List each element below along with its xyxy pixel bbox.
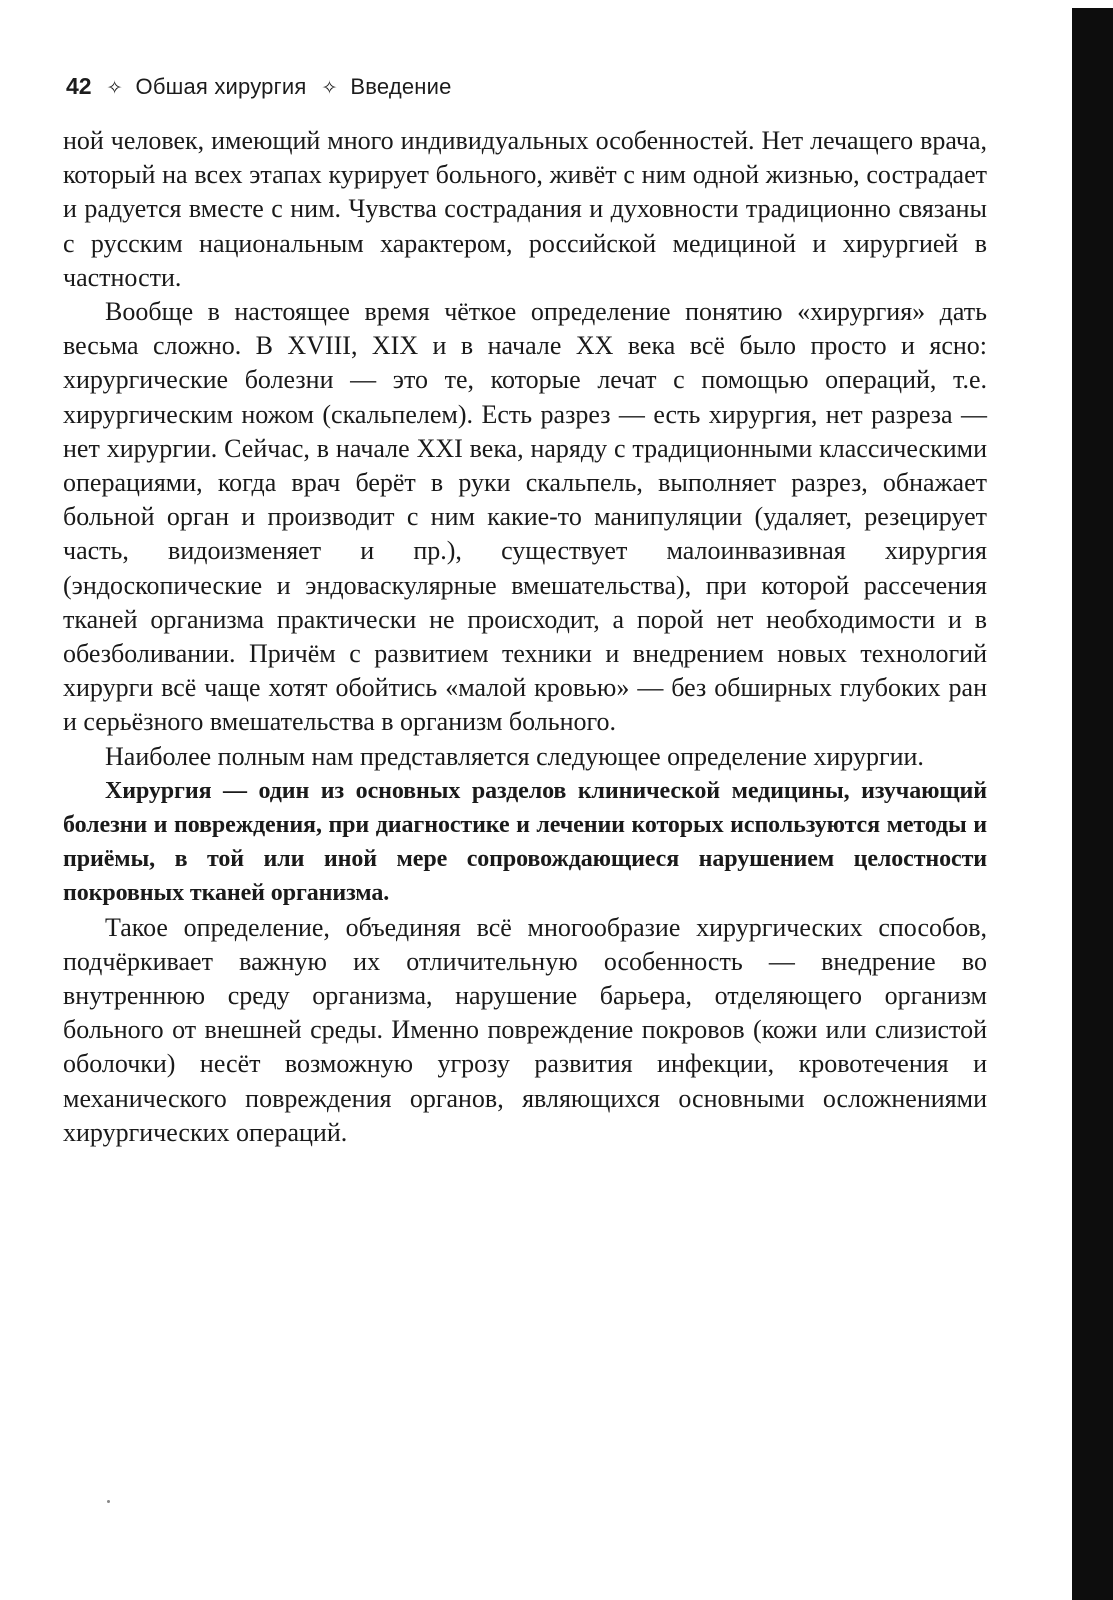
surgery-definition: Хирургия — один из основных разделов клинической медицины, изучающий болезни и повреждения, при диагностике и лечении которых используются методы и приёмы, в той или иной мере сопровождающиеся нарушением целостности покровных тканей организма. [63,777,987,907]
running-header [66,68,966,104]
chapter-title: Введение [350,74,452,99]
book-title: Обшая хирургия [135,74,307,99]
text-body [63,124,987,1150]
scan-edge-shadow [1072,8,1113,1600]
scan-speck [107,1500,110,1503]
page-number: 42 [66,73,92,99]
paragraph-definition-difficulty: Вообще в настоящее время чёткое определение понятию «хирургия» дать весьма сложно. В XVIII, XIX и в начале XX века всё было просто и ясно: хирургические болезни — это те, которые лечат с помощью операций, т.е. хирургическим ножом (скальпелем). Есть разрез — есть хирургия, нет разреза — нет хирургии. Сейчас, в начале XXI века, наряду с традиционными классическими операциями, когда врач берёт в руки скальпель, выполняет разрез, обнажает больной орган и производит с ним какие-то манипуляции (удаляет, резецирует часть, видоизменяет и пр.), существует малоинвазивная хирургия (эндоскопические и эндоваскулярные вмешательства), при которой рассечения тканей организма практически не происходит, а порой нет необходимости и в обезболивании. Причём с развитием техники и внедрением новых технологий хирурги всё чаще хотят обойтись «малой кровью» — без обширных глубоких ран и серьёзного вмешательства в организм больного. [63,297,987,737]
diamond-separator-icon: ✧ [106,78,123,99]
diamond-separator-icon: ✧ [321,78,338,99]
paragraph-continuation: ной человек, имеющий много индивидуальных особенностей. Нет лечащего врача, который на всех этапах курирует больного, живёт с ним одной жизнью, сострадает и радуется вместе с ним. Чувства сострадания и духовности традиционно связаны с русским национальным характером, российской медициной и хирургией в частности. [63,126,987,292]
paragraph-intro-to-definition: Наиболее полным нам представляется следующее определение хирургии. [105,741,924,771]
paragraph-definition-explained: Такое определение, объединяя всё многообразие хирургических способов, подчёркивает важную их отличительную особенность — внедрение во внутреннюю среду организма, нарушение барьера, отделяющего организм больного от внешней среды. Именно повреждение покровов (кожи или слизистой оболочки) несёт возможную угрозу развития инфекции, кровотечения и механического повреждения органов, являющихся основными осложнениями хирургических операций. [63,912,987,1147]
